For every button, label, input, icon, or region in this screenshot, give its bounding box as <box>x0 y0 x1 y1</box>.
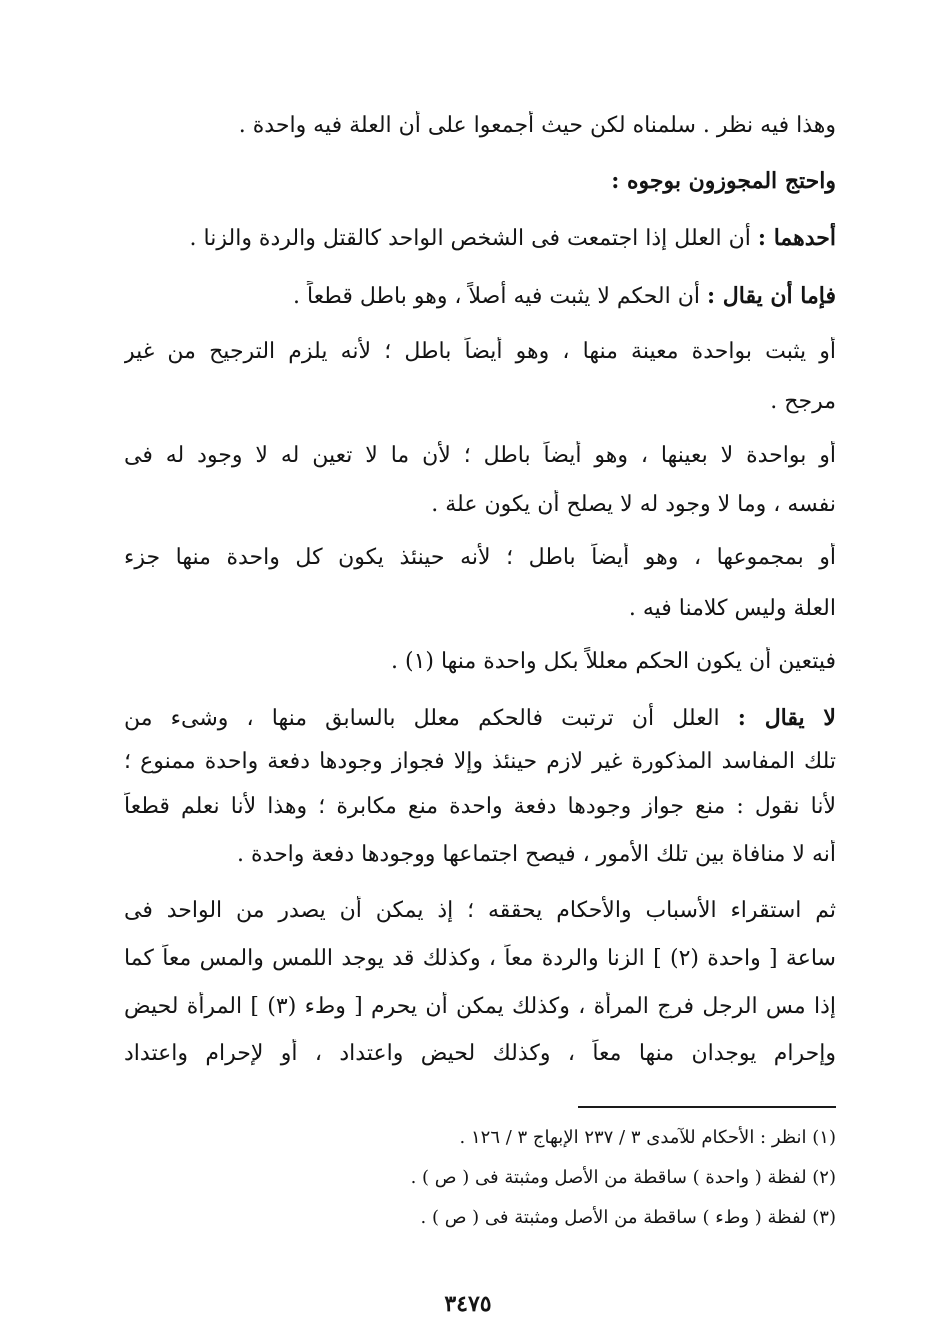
text-span: العلل أن ترتبت فالحكم معلل بالسابق منها ، وشىء من <box>124 706 738 731</box>
text-span: أن الحكم لا يثبت فيه أصلاً ، وهو باطل قطعاً . <box>293 284 707 309</box>
text-line-11: فيتعين أن يكون الحكم معللاً بكل واحدة منها (١) . <box>390 649 836 674</box>
lead-term: لا يقال : <box>737 705 836 731</box>
text-line-9: أو بمجموعها ، وهو أيضاً باطل ؛ لأنه حينئذ يكون كل واحدة منها جزء <box>124 545 836 570</box>
text-line-6: مرجح . <box>770 389 836 414</box>
text-line-16: ثم استقراء الأسباب والأحكام يحققه ؛ إذ يمكن أن يصدر من الواحد فى <box>124 898 836 923</box>
text-line-12 <box>124 703 836 734</box>
text-line-1: وهذا فيه نظر . سلمناه لكن حيث أجمعوا على أن العلة فيه واحدة . <box>238 113 836 138</box>
footnote-divider <box>578 1106 836 1108</box>
text-span: أن العلل إذا اجتمعت فى الشخص الواحد كالقتل والردة والزنا . <box>189 226 758 251</box>
text-line-17: ساعة [ واحدة (٢) ] الزنا والردة معاً ، وكذلك قد يوجد اللمس والمس معاً كما <box>124 946 836 971</box>
text-line-15: أنه لا منافاة بين تلك الأمور ، فيصح اجتماعها ووجودها دفعة واحدة . <box>237 842 836 867</box>
text-line-19: وإحرام يوجدان منها معاً ، وكذلك لحيض واعتداد ، أو لإحرام واعتداد <box>124 1041 836 1066</box>
text-line-10: العلة وليس كلامنا فيه . <box>628 596 836 621</box>
text-line-3 <box>124 223 836 254</box>
footnote-3: (٣) لفظة ( وطء ) ساقطة من الأصل ومثبتة فى ( ص ) . <box>420 1207 836 1228</box>
text-line-14: لأنا نقول : منع جواز وجودها دفعة واحدة منع مكابرة ؛ وهذا لأنا نعلم قطعاً <box>124 794 836 819</box>
text-line-13: تلك المفاسد المذكورة غير لازم حينئذ وإلا فجواز وجودها دفعة واحدة ممنوع ؛ <box>124 749 836 774</box>
text-line-7: أو بواحدة لا بعينها ، وهو أيضاً باطل ؛ لأن ما لا تعين له لا وجود له فى <box>124 443 836 468</box>
text-line-5: أو يثبت بواحدة معينة منها ، وهو أيضاً باطل ؛ لأنه يلزم الترجيح من غير <box>124 339 836 364</box>
section-heading: واحتج المجوزون بوجوه : <box>611 168 836 194</box>
page-number: ٣٤٧٥ <box>444 1291 492 1317</box>
footnote-2: (٢) لفظة ( واحدة ) ساقطة من الأصل ومثبتة فى ( ص ) . <box>410 1167 836 1188</box>
text-line-18: إذا مس الرجل فرج المرأة ، وكذلك يمكن أن يحرم [ وطء (٣) ] المرأة لحيض <box>124 994 836 1019</box>
lead-term: أحدهما : <box>757 225 836 251</box>
lead-term: فإما أن يقال : <box>706 283 836 309</box>
footnote-1: (١) انظر : الأحكام للآمدى ٣ / ٢٣٧ الإبهاج ٣ / ١٢٦ . <box>459 1127 836 1148</box>
text-line-4 <box>124 281 836 312</box>
text-line-8: نفسه ، وما لا وجود له لا يصلح أن يكون علة . <box>431 492 836 517</box>
